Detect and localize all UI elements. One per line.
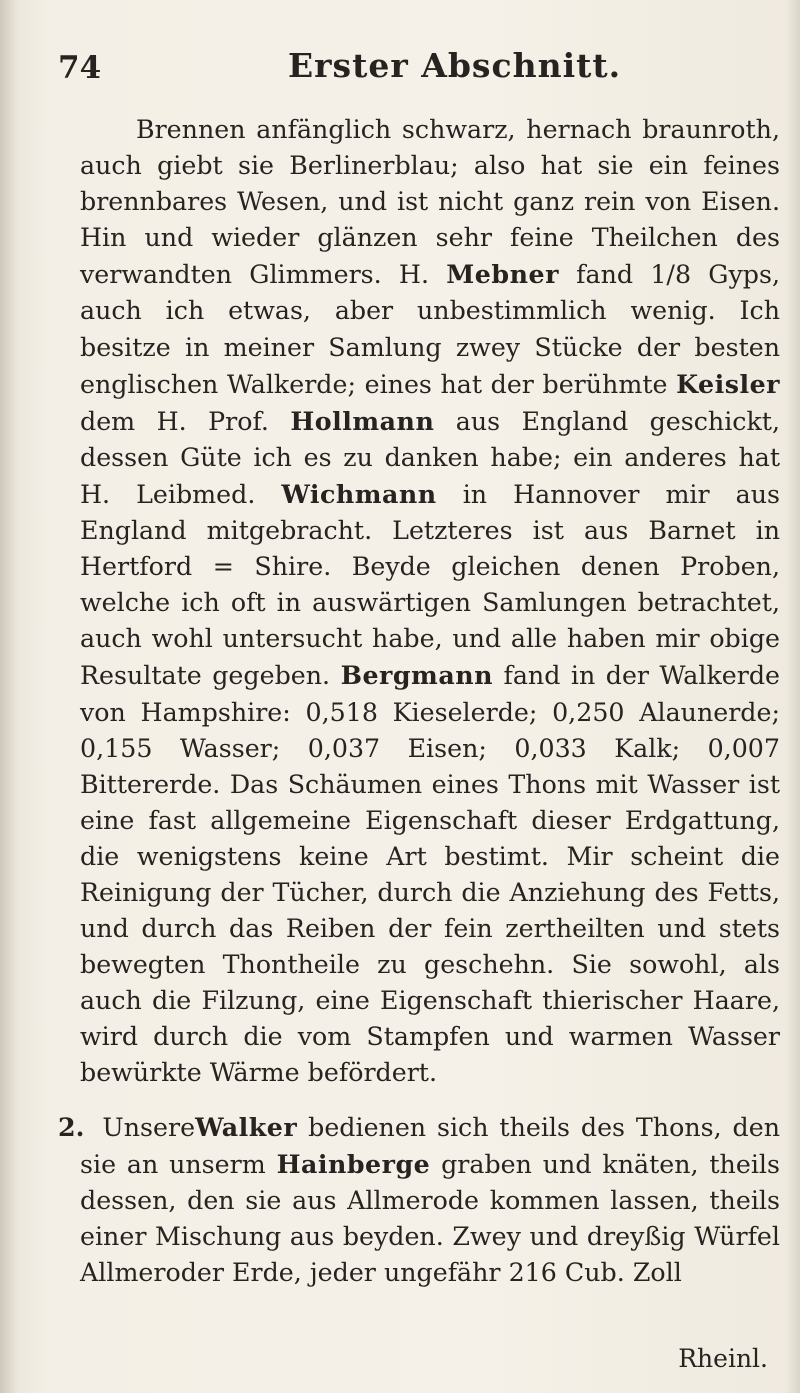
p1-name-bergmann: Bergmann bbox=[340, 660, 493, 691]
p1-name-keisler: Keisler bbox=[676, 368, 780, 399]
paragraph-2 bbox=[58, 1109, 780, 1291]
page-edge-shadow bbox=[786, 0, 800, 1393]
p1-name-wichmann: Wichmann bbox=[281, 478, 437, 509]
p1-text-5: in Hannover mir aus England mitgebracht. Letzteres ist aus Barnet in Hertford = Shire. Beyde gleichen denen Proben, welche ich oft in auswärtigen Samlungen betrachtet, auch wohl untersucht habe, und alle haben mir obige Resultate gegeben. bbox=[80, 479, 780, 691]
p1-text-4: aus England geschickt, dessen Güte ich es zu danken habe; ein anderes hat H. Leibmed. bbox=[80, 406, 781, 509]
paragraph-1 bbox=[80, 112, 780, 1092]
p1-name-hollmann: Hollmann bbox=[290, 405, 435, 436]
p1-text-2: fand 1/8 Gyps, auch ich etwas, aber unbestimmlich wenig. Ich besitze in meiner Samlung zwey Stücke der besten englischen Walkerde; eines hat der berühmte bbox=[80, 260, 780, 399]
page-header bbox=[58, 44, 678, 98]
p2-text-3: graben und knäten, theils dessen, den sie aus Allmerode kommen lassen, theils einer Mischung aus beyden. Zwey und dreyßig Würfel Allmeroder Erde, jeder ungefähr 216 Cub. Zoll bbox=[80, 1149, 780, 1287]
running-head: Erster Abschnitt. bbox=[288, 46, 622, 85]
body-text bbox=[58, 112, 781, 1291]
p2-text-1: Unsere bbox=[102, 1112, 196, 1142]
p1-text-3: dem H. Prof. bbox=[80, 406, 269, 436]
paragraph-number: 2. bbox=[58, 1111, 85, 1142]
p1-text-1: Brennen anfänglich schwarz, hernach braunroth, auch giebt sie Berlinerblau; also hat sie ein feines brennbares Wesen, und ist nicht ganz rein von Eisen. Hin und wieder glänzen sehr feine Theilchen des verwandten Glimmers. H. bbox=[80, 115, 780, 290]
p1-text-6: fand in der Walkerde von Hampshire: 0,518 Kieselerde; 0,250 Alaunerde; 0,155 Wasser; 0,037 Eisen; 0,033 Kalk; 0,007 Bittererde. Das Schäumen eines Thons mit Wasser ist eine fast allgemeine Eigenschaft dieser Erdgattung, die wenigstens keine Art bestimt. Mir scheint die Reinigung der Tücher, durch die Anziehung des Fetts, und durch das Reiben der fein zertheilten und stets bewegten Thontheile zu geschehn. Sie sowohl, als auch die Filzung, eine Eigenschaft thierischer Haare, wird durch die vom Stampfen und warmen Wasser bewürkte Wärme befördert. bbox=[80, 661, 781, 1088]
p2-text-2: bedienen sich theils des Thons, den sie an unserm bbox=[80, 1112, 780, 1179]
page-number: 74 bbox=[58, 50, 102, 86]
page-spine-shadow bbox=[0, 0, 18, 1393]
p2-name-hainberge: Hainberge bbox=[276, 1148, 431, 1179]
catchword: Rheinl. bbox=[678, 1344, 768, 1373]
p2-name-walker: Walker bbox=[195, 1111, 298, 1142]
p1-name-mebner: Mebner bbox=[446, 259, 559, 290]
